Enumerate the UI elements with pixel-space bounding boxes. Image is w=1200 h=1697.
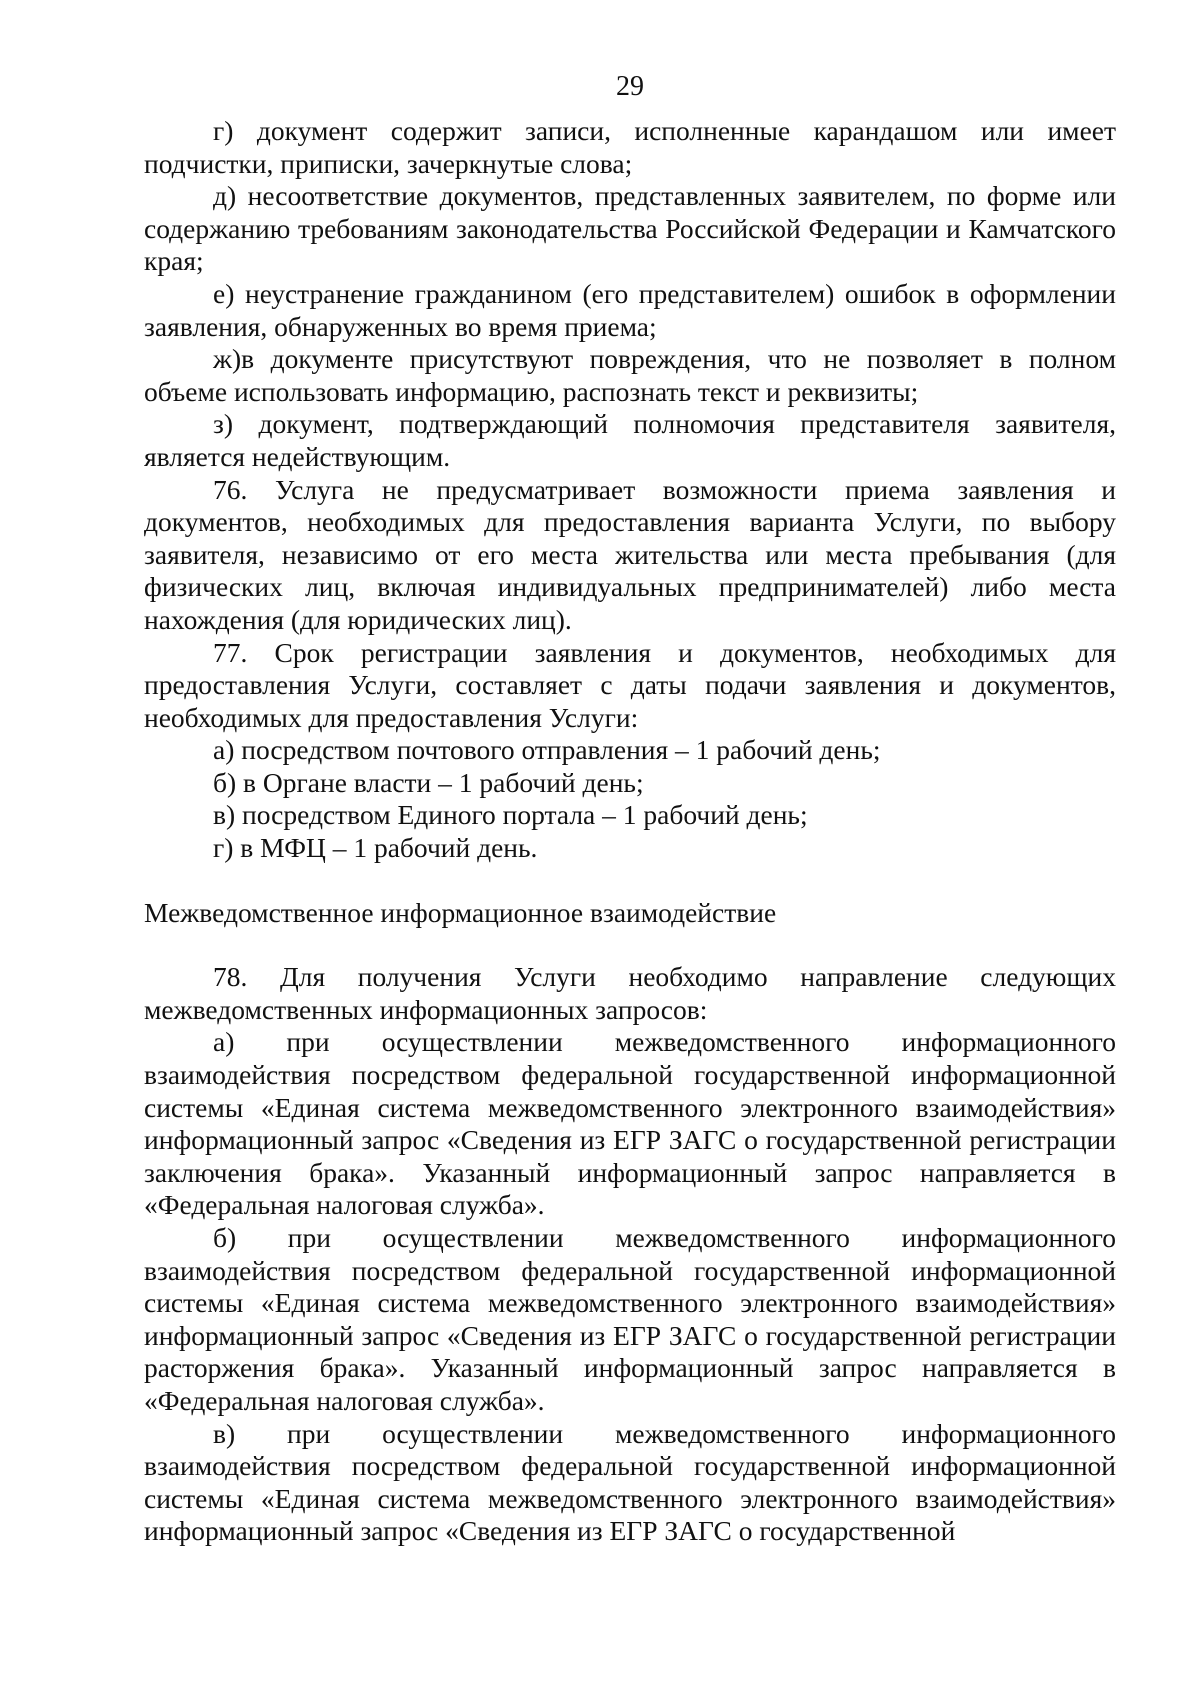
paragraph-77-v: в) посредством Единого портала – 1 рабочий день; — [213, 799, 808, 831]
section-heading: Межведомственное информационное взаимодействие — [144, 896, 777, 928]
paragraph-77-b: б) в Органе власти – 1 рабочий день; — [213, 766, 644, 798]
paragraph-78-a: а) при осуществлении межведомственного информационного взаимодействия посредством федеральной государственной информационной системы «Единая система межведомственного электронного взаимодействия» информационный запрос «Сведения из ЕГР ЗАГС о государственной регистрации заключения брака». Указанный информационный запрос направляется в «Федеральная налоговая служба». — [144, 1026, 1116, 1221]
paragraph-item-z: з) документ, подтверждающий полномочия представителя заявителя, является недействующим. — [144, 408, 1116, 472]
paragraph-item-e: е) неустранение гражданином (его представителем) ошибок в оформлении заявления, обнаруженных во время приема; — [144, 277, 1116, 342]
paragraph-77-a: а) посредством почтового отправления – 1 рабочий день; — [213, 734, 881, 766]
document-body — [144, 115, 1116, 1548]
paragraph-76: 76. Услуга не предусматривает возможности приема заявления и документов, необходимых для предоставления варианта Услуги, по выбору заявителя, независимо от его места жительства или места пребывания (для физических лиц, включая индивидуальных предпринимателей) либо места нахождения (для юридических лиц). — [144, 473, 1116, 635]
paragraph-78: 78. Для получения Услуги необходимо направление следующих межведомственных информационных запросов: — [144, 961, 1116, 1025]
paragraph-item-zh: ж)в документе присутствуют повреждения, что не позволяет в полном объеме использовать информацию, распознать текст и реквизиты; — [144, 343, 1116, 407]
paragraph-78-b: б) при осуществлении межведомственного информационного взаимодействия посредством федеральной государственной информационной системы «Единая система межведомственного электронного взаимодействия» информационный запрос «Сведения из ЕГР ЗАГС о государственной регистрации расторжения брака». Указанный информационный запрос направляется в «Федеральная налоговая служба». — [144, 1222, 1116, 1416]
paragraph-item-g: г) документ содержит записи, исполненные карандашом или имеет подчистки, приписки, зачеркнутые слова; — [144, 115, 1116, 179]
paragraph-77: 77. Срок регистрации заявления и документов, необходимых для предоставления Услуги, составляет с даты подачи заявления и документов, необходимых для предоставления Услуги: — [144, 636, 1116, 733]
paragraph-item-d: д) несоответствие документов, представленных заявителем, по форме или содержанию требованиям законодательства Российской Федерации и Камчатского края; — [144, 180, 1116, 277]
page-number: 29 — [616, 71, 644, 102]
paragraph-78-v: в) при осуществлении межведомственного информационного взаимодействия посредством федеральной государственной информационной системы «Единая система межведомственного электронного взаимодействия» информационный запрос «Сведения из ЕГР ЗАГС о государственной — [144, 1417, 1116, 1547]
paragraph-77-g: г) в МФЦ – 1 рабочий день. — [213, 832, 538, 864]
